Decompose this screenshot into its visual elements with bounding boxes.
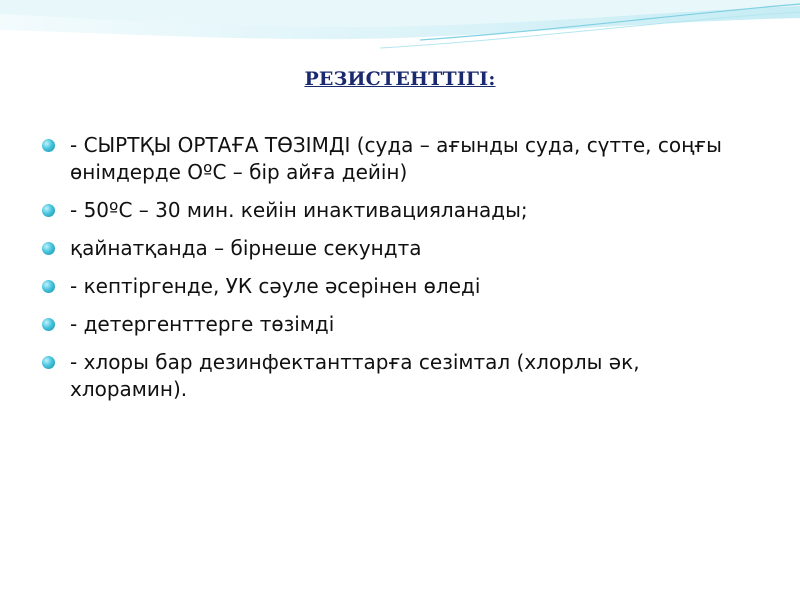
list-item — [42, 311, 742, 338]
list-item — [42, 132, 742, 186]
list-item — [42, 273, 742, 300]
bullet-icon — [42, 139, 55, 152]
slide-title: РЕЗИСТЕНТТІГІ: — [304, 68, 496, 90]
bullet-icon — [42, 204, 55, 217]
bullet-text: - кептіргенде, УК сәуле әсерінен өледі — [70, 274, 481, 298]
bullet-text: - 50ºС – 30 мин. кейін инактивацияланады; — [70, 198, 528, 222]
bullet-icon — [42, 280, 55, 293]
list-item — [42, 235, 742, 262]
bullet-icon — [42, 242, 55, 255]
bullet-text: - детергенттерге төзімді — [70, 312, 335, 336]
bullet-list — [42, 132, 742, 403]
bullet-text: - СЫРТҚЫ ОРТАҒА ТӨЗІМДІ (суда – ағынды суда, сүтте, соңғы өнімдерде ОºС – бір айға дейін) — [70, 133, 722, 184]
list-item — [42, 197, 742, 224]
bullet-text: қайнатқанда – бірнеше секундта — [70, 236, 422, 260]
bullet-icon — [42, 356, 55, 369]
bullet-icon — [42, 318, 55, 331]
list-item — [42, 349, 742, 403]
bullet-text: - хлоры бар дезинфектанттарға сезімтал (хлорлы әк, хлорамин). — [70, 350, 640, 401]
